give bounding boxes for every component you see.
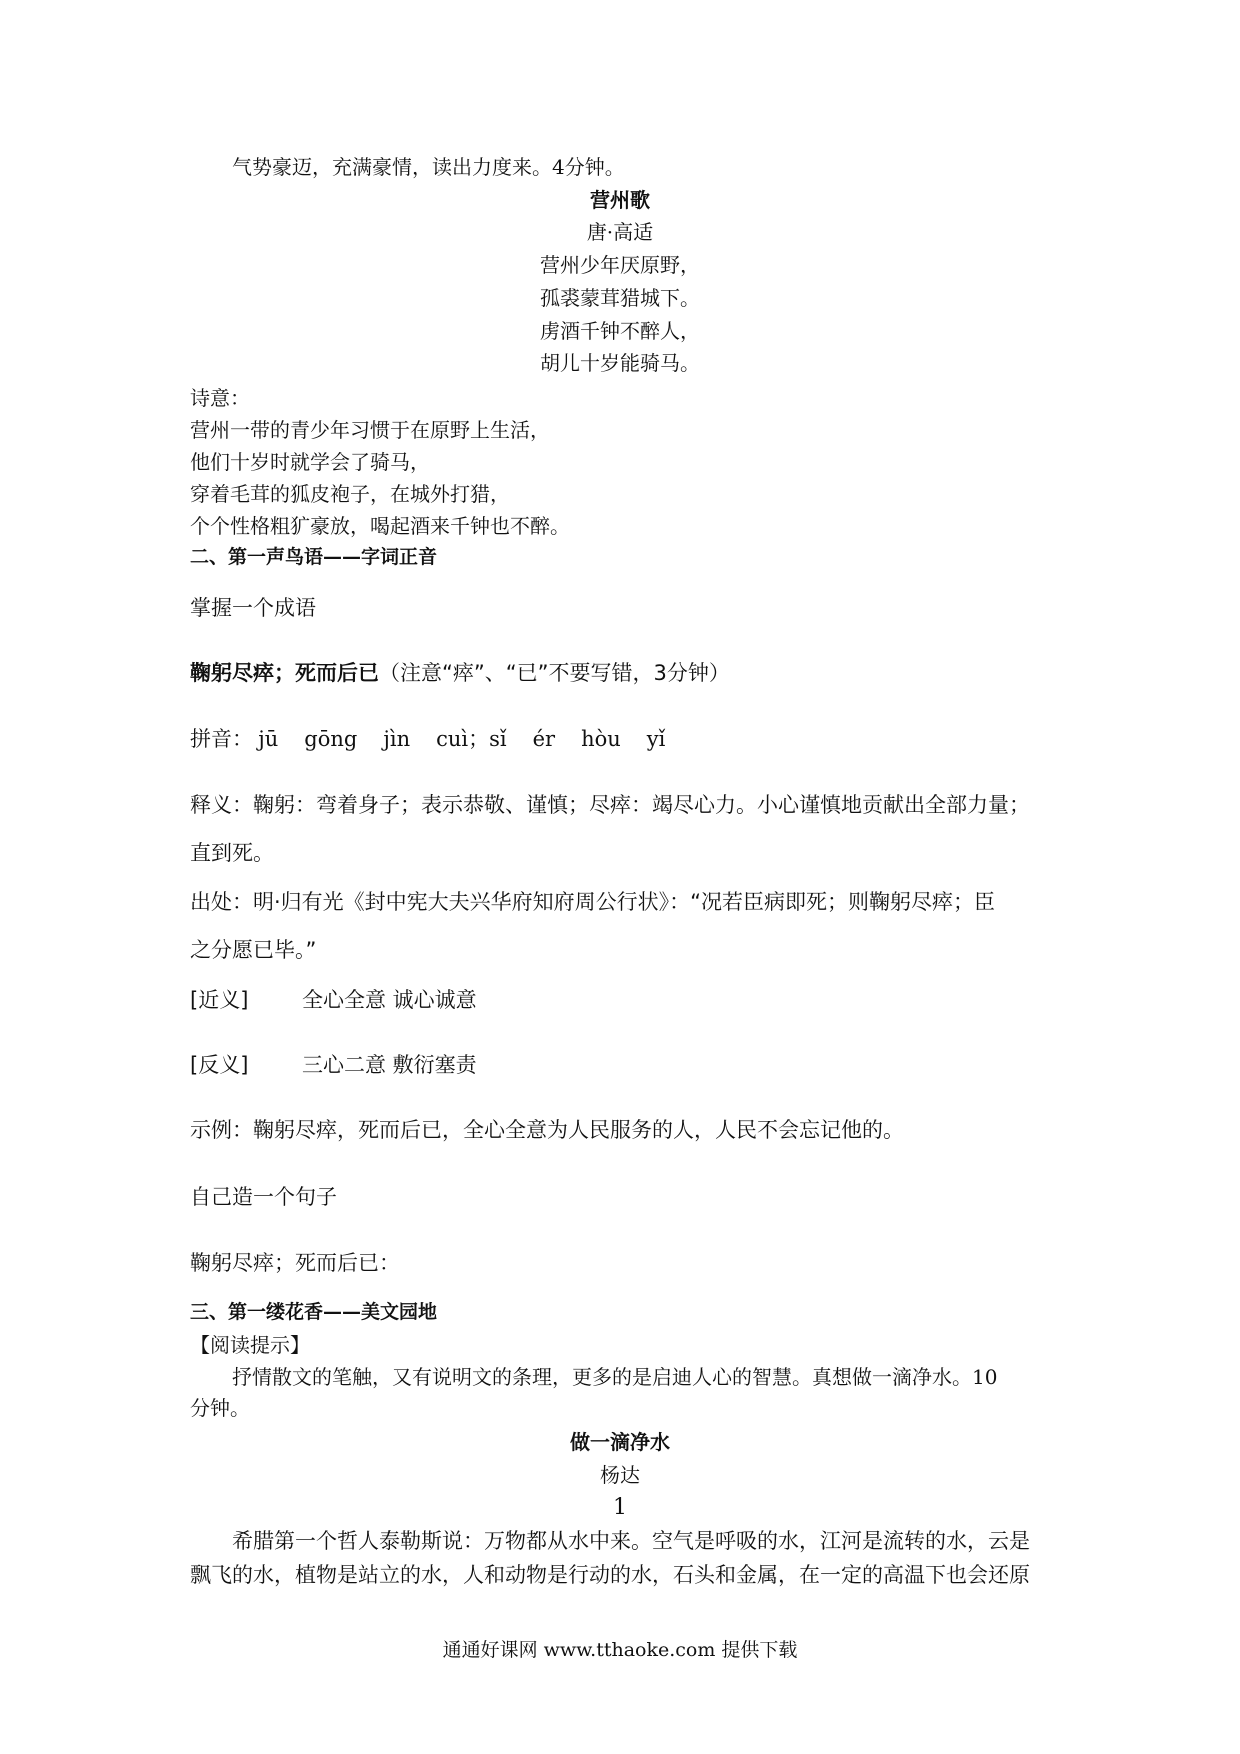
- poem-line-1: 营州少年厌原野，: [540, 253, 700, 277]
- idiom-bold: 鞠躬尽瘁；死而后已: [190, 661, 379, 685]
- paragraph-line-2: 飘飞的水，植物是站立的水，人和动物是行动的水，石头和金属，在一定的高温下也会还原: [190, 1563, 1030, 1587]
- section3-heading: 三、第一缕花香——美文园地: [190, 1301, 438, 1323]
- definition-label: 释义：: [190, 793, 253, 817]
- definition-text: 鞠躬：弯着身子；表示恭敬、谨慎；尽瘁：竭尽心力。小心谨慎地贡献出全部力量；: [253, 793, 1030, 817]
- master-idiom: 掌握一个成语: [190, 596, 316, 620]
- pinyin-syllable: yǐ: [646, 727, 666, 751]
- pinyin-line: [190, 729, 691, 750]
- reading-tip-line-1: 抒情散文的笔触，又有说明文的条理，更多的是启迪人心的智慧。真想做一滴净水。10: [232, 1365, 998, 1389]
- poem-line-2: 孤裘蒙茸猎城下。: [540, 286, 700, 310]
- source-line-2: 之分愿已毕。”: [190, 938, 317, 962]
- meaning-line-2: 他们十岁时就学会了骑马，: [190, 450, 430, 474]
- pinyin-syllable: cuì；sǐ: [436, 727, 507, 751]
- source-line-1: [190, 892, 995, 913]
- pinyin-label: 拼音：: [190, 727, 253, 751]
- reading-tip-label: 【阅读提示】: [190, 1333, 310, 1357]
- pinyin-syllable: jū: [258, 727, 279, 751]
- article-title: 做一滴净水: [570, 1430, 670, 1454]
- poem-line-4: 胡儿十岁能骑马。: [540, 351, 700, 375]
- meaning-label: 诗意：: [190, 386, 250, 410]
- section2-heading: 二、第一声鸟语——字词正音: [190, 546, 438, 568]
- source-label: 出处：: [190, 890, 253, 914]
- footer-text: 通通好课网 www.tthaoke.com 提供下载: [442, 1639, 798, 1661]
- pinyin-syllable: jìn: [383, 727, 411, 751]
- paragraph-line-1: 希腊第一个哲人泰勒斯说：万物都从水中来。空气是呼吸的水，江河是流转的水，云是: [232, 1529, 1030, 1553]
- pinyin-syllable: ér: [532, 727, 556, 751]
- example-label: 示例：: [190, 1118, 253, 1142]
- poem-author: 唐·高适: [586, 220, 654, 244]
- definition-line-2: 直到死。: [190, 841, 274, 865]
- meaning-line-3: 穿着毛茸的狐皮袍子，在城外打猎，: [190, 482, 510, 506]
- meaning-line-4: 个个性格粗犷豪放，喝起酒来千钟也不醉。: [190, 514, 570, 538]
- antonym-label: [反义]: [190, 1053, 249, 1077]
- intro-text: 气势豪迈，充满豪情，读出力度来。4分钟。: [232, 155, 625, 179]
- example-text: 鞠躬尽瘁，死而后已，全心全意为人民服务的人，人民不会忘记他的。: [253, 1118, 904, 1142]
- synonym-text: 全心全意 诚心诚意: [302, 988, 477, 1012]
- reading-tip-line-2: 分钟。: [190, 1396, 250, 1420]
- antonym-text: 三心二意 敷衍塞责: [302, 1053, 477, 1077]
- idiom-line: [190, 663, 730, 684]
- pinyin-syllable: gōng: [304, 727, 358, 751]
- pinyin-text: [258, 727, 691, 751]
- sentence-prompt: 鞠躬尽瘁；死而后已：: [190, 1251, 400, 1275]
- poem-title: 营州歌: [590, 188, 650, 212]
- poem-line-3: 虏酒千钟不醉人，: [540, 319, 700, 343]
- definition-line-1: [190, 795, 1030, 816]
- make-sentence: 自己造一个句子: [190, 1185, 337, 1209]
- example-line: [190, 1120, 904, 1141]
- antonym-line: [190, 1055, 477, 1076]
- article-author: 杨达: [600, 1463, 640, 1487]
- source-text: 明·归有光《封中宪大夫兴华府知府周公行状》：“况若臣病即死；则鞠躬尽瘁；臣: [253, 890, 996, 914]
- synonym-line: [190, 990, 477, 1011]
- pinyin-syllable: hòu: [581, 727, 621, 751]
- synonym-label: [近义]: [190, 988, 249, 1012]
- idiom-note: （注意“瘁”、“已”不要写错，3分钟）: [379, 661, 730, 685]
- part-number: 1: [613, 1495, 627, 1520]
- meaning-line-1: 营州一带的青少年习惯于在原野上生活，: [190, 418, 550, 442]
